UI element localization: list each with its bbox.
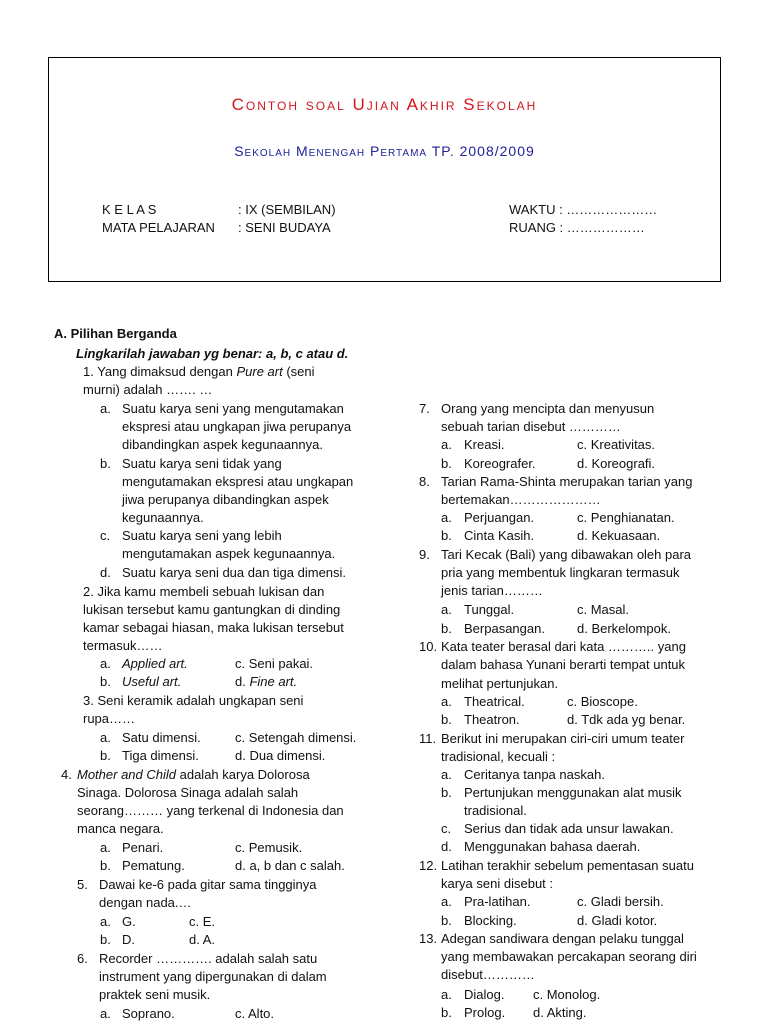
q13-option-d: d. Akting. bbox=[533, 1005, 587, 1020]
q11-option-a: Ceritanya tanpa naskah. bbox=[464, 767, 605, 782]
q12-option-b-letter: b. bbox=[441, 913, 452, 928]
q1-option-b-line-1: Suatu karya seni tidak yang bbox=[122, 456, 282, 471]
q5-option-a-letter: a. bbox=[100, 914, 111, 929]
q13-option-c: c. Monolog. bbox=[533, 987, 601, 1002]
question-10-line-1: Kata teater berasal dari kata ……….. yang bbox=[441, 639, 686, 654]
q1-option-b-line-2: mengutamakan ekspresi atau ungkapan bbox=[122, 474, 354, 489]
question-6-line-2: instrument yang dipergunakan di dalam bbox=[99, 969, 327, 984]
q6-option-a: Soprano. bbox=[122, 1006, 175, 1021]
q9-option-b: Berpasangan. bbox=[464, 621, 545, 636]
question-3-line-2: rupa…… bbox=[83, 711, 136, 726]
q11-option-c: Serius dan tidak ada unsur lawakan. bbox=[464, 821, 674, 836]
q1-option-a-line-3: dibandingkan aspek kegunaannya. bbox=[122, 437, 323, 452]
q12-option-b: Blocking. bbox=[464, 913, 517, 928]
question-12-number: 12. bbox=[419, 858, 438, 873]
q10-option-a: Theatrical. bbox=[464, 694, 525, 709]
question-1-line-2: murni) adalah ……. … bbox=[83, 382, 213, 397]
q7-option-b: Koreografer. bbox=[464, 456, 536, 471]
question-2-line-1: 2. Jika kamu membeli sebuah lukisan dan bbox=[83, 584, 325, 599]
question-9-line-1: Tari Kecak (Bali) yang dibawakan oleh para bbox=[441, 547, 692, 562]
q1-option-b-line-3: jiwa perupanya dibandingkan aspek bbox=[122, 492, 329, 507]
q10-option-b-letter: b. bbox=[441, 712, 452, 727]
question-7-line-1: Orang yang mencipta dan menyusun bbox=[441, 401, 655, 416]
q1-option-a-letter: a. bbox=[100, 401, 111, 416]
q11-option-a-letter: a. bbox=[441, 767, 452, 782]
q4-option-b: Pematung. bbox=[122, 858, 185, 873]
q9-option-a-letter: a. bbox=[441, 602, 452, 617]
question-10-number: 10. bbox=[419, 639, 438, 654]
q8-option-a: Perjuangan. bbox=[464, 510, 535, 525]
question-9-line-3: jenis tarian……… bbox=[441, 583, 543, 598]
q1-option-c-letter: c. bbox=[100, 528, 111, 543]
q9-option-d: d. Berkelompok. bbox=[577, 621, 671, 636]
question-13-line-3: disebut………… bbox=[441, 967, 535, 982]
q11-option-d-letter: d. bbox=[441, 839, 452, 854]
q4-option-d: d. a, b dan c salah. bbox=[235, 858, 345, 873]
q6-option-c: c. Alto. bbox=[235, 1006, 275, 1021]
q1-option-d-letter: d. bbox=[100, 565, 111, 580]
q4-option-a: Penari. bbox=[122, 840, 164, 855]
q5-option-b-letter: b. bbox=[100, 932, 111, 947]
q9-option-b-letter: b. bbox=[441, 621, 452, 636]
question-7-number: 7. bbox=[419, 401, 430, 416]
kelas-value: : IX (SEMBILAN) bbox=[238, 202, 336, 217]
q4-option-a-letter: a. bbox=[100, 840, 111, 855]
q13-option-a: Dialog. bbox=[464, 987, 505, 1002]
q3-option-b: Tiga dimensi. bbox=[122, 748, 199, 763]
q12-option-a: Pra-latihan. bbox=[464, 894, 531, 909]
q7-option-d: d. Koreografi. bbox=[577, 456, 656, 471]
q10-option-b: Theatron. bbox=[464, 712, 520, 727]
question-6-number: 6. bbox=[77, 951, 88, 966]
question-12-line-2: karya seni disebut : bbox=[441, 876, 554, 891]
q3-option-a-letter: a. bbox=[100, 730, 111, 745]
q3-option-b-letter: b. bbox=[100, 748, 111, 763]
question-9-number: 9. bbox=[419, 547, 430, 562]
question-4-line-2: Sinaga. Dolorosa Sinaga adalah salah bbox=[77, 785, 299, 800]
q4-option-c: c. Pemusik. bbox=[235, 840, 303, 855]
q2-option-d: d. Fine art. bbox=[235, 674, 298, 689]
question-3-line-1: 3. Seni keramik adalah ungkapan seni bbox=[83, 693, 304, 708]
ruang-field: RUANG : ……………… bbox=[509, 220, 645, 235]
q5-option-d: d. A. bbox=[189, 932, 216, 947]
question-5-number: 5. bbox=[77, 877, 88, 892]
q10-option-c: c. Bioscope. bbox=[567, 694, 638, 709]
q1-option-b-letter: b. bbox=[100, 456, 111, 471]
q7-option-a: Kreasi. bbox=[464, 437, 505, 452]
question-6-line-1: Recorder …………. adalah salah satu bbox=[99, 951, 318, 966]
q3-option-c: c. Setengah dimensi. bbox=[235, 730, 357, 745]
class-info bbox=[102, 201, 336, 237]
q13-option-b: Prolog. bbox=[464, 1005, 506, 1020]
waktu-field: WAKTU : ………………… bbox=[509, 202, 658, 217]
question-10-line-2: dalam bahasa Yunani berarti tempat untuk bbox=[441, 657, 686, 672]
q5-option-b: D. bbox=[122, 932, 135, 947]
q11-option-b-line-2: tradisional. bbox=[464, 803, 527, 818]
q11-option-b-line-1: Pertunjukan menggunakan alat musik bbox=[464, 785, 682, 800]
q13-option-b-letter: b. bbox=[441, 1005, 452, 1020]
q5-option-c: c. E. bbox=[189, 914, 216, 929]
section-heading: A. Pilihan Berganda bbox=[54, 326, 177, 341]
section-instruction: Lingkarilah jawaban yg benar: a, b, c atau d. bbox=[76, 346, 349, 361]
question-4-line-4: manca negara. bbox=[77, 821, 164, 836]
q12-option-c: c. Gladi bersih. bbox=[577, 894, 664, 909]
question-4-line-1: Mother and Child adalah karya Dolorosa bbox=[77, 767, 310, 782]
question-9-line-2: pria yang membentuk lingkaran termasuk bbox=[441, 565, 680, 580]
q1-option-a-line-1: Suatu karya seni yang mengutamakan bbox=[122, 401, 344, 416]
question-10-line-3: melihat pertunjukan. bbox=[441, 676, 559, 691]
q2-option-a-letter: a. bbox=[100, 656, 111, 671]
question-8-line-1: Tarian Rama-Shinta merupakan tarian yang bbox=[441, 474, 693, 489]
q7-option-b-letter: b. bbox=[441, 456, 452, 471]
q8-option-c: c. Penghianatan. bbox=[577, 510, 675, 525]
time-room-info bbox=[509, 201, 657, 237]
question-5-line-1: Dawai ke-6 pada gitar sama tingginya bbox=[99, 877, 317, 892]
q9-option-c: c. Masal. bbox=[577, 602, 630, 617]
q11-option-c-letter: c. bbox=[441, 821, 452, 836]
q2-option-a: Applied art. bbox=[122, 656, 188, 671]
q8-option-b: Cinta Kasih. bbox=[464, 528, 535, 543]
question-11-line-1: Berikut ini merupakan ciri-ciri umum teater bbox=[441, 731, 685, 746]
q1-option-b-line-4: kegunaannya. bbox=[122, 510, 204, 525]
question-11-number: 11. bbox=[419, 731, 437, 746]
question-13-number: 13. bbox=[419, 931, 438, 946]
q1-option-a-line-2: ekspresi atau ungkapan jiwa perupanya bbox=[122, 419, 352, 434]
page-subtitle: Sekolah Menengah Pertama TP. 2008/2009 bbox=[234, 143, 535, 159]
question-12-line-1: Latihan terakhir sebelum pementasan suatu bbox=[441, 858, 694, 873]
q4-option-b-letter: b. bbox=[100, 858, 111, 873]
question-11-line-2: tradisional, kecuali : bbox=[441, 749, 556, 764]
header-box bbox=[48, 57, 721, 282]
page-title: Contoh soal Ujian Akhir Sekolah bbox=[231, 95, 538, 114]
question-13-line-2: yang membawakan percakapan seorang diri bbox=[441, 949, 697, 964]
question-5-line-2: dengan nada.… bbox=[99, 895, 192, 910]
question-7-line-2: sebuah tarian disebut ………… bbox=[441, 419, 621, 434]
mapel-value: : SENI BUDAYA bbox=[238, 220, 331, 235]
question-6-line-3: praktek seni musik. bbox=[99, 987, 211, 1002]
q8-option-b-letter: b. bbox=[441, 528, 452, 543]
q13-option-a-letter: a. bbox=[441, 987, 452, 1002]
question-13-line-1: Adegan sandiwara dengan pelaku tunggal bbox=[441, 931, 684, 946]
mapel-label: MATA PELAJARAN bbox=[102, 220, 215, 235]
q3-option-a: Satu dimensi. bbox=[122, 730, 201, 745]
q12-option-a-letter: a. bbox=[441, 894, 452, 909]
question-1-line-1: 1. Yang dimaksud dengan Pure art (seni bbox=[83, 364, 315, 379]
q3-option-d: d. Dua dimensi. bbox=[235, 748, 326, 763]
q8-option-d: d. Kekuasaan. bbox=[577, 528, 661, 543]
question-2-line-2: lukisan tersebut kamu gantungkan di dinding bbox=[83, 602, 341, 617]
q11-option-b-letter: b. bbox=[441, 785, 452, 800]
q2-option-b-letter: b. bbox=[100, 674, 111, 689]
q1-option-c-line-1: Suatu karya seni yang lebih bbox=[122, 528, 282, 543]
q5-option-a: G. bbox=[122, 914, 136, 929]
q1-option-d-line-1: Suatu karya seni dua dan tiga dimensi. bbox=[122, 565, 347, 580]
question-8-line-2: bertemakan………………… bbox=[441, 492, 601, 507]
q12-option-d: d. Gladi kotor. bbox=[577, 913, 658, 928]
q2-option-c: c. Seni pakai. bbox=[235, 656, 314, 671]
kelas-label: K E L A S bbox=[102, 202, 157, 217]
q7-option-a-letter: a. bbox=[441, 437, 452, 452]
q9-option-a: Tunggal. bbox=[464, 602, 515, 617]
q11-option-d: Menggunakan bahasa daerah. bbox=[464, 839, 641, 854]
question-8-number: 8. bbox=[419, 474, 430, 489]
q8-option-a-letter: a. bbox=[441, 510, 452, 525]
q10-option-a-letter: a. bbox=[441, 694, 452, 709]
question-2-line-4: termasuk…… bbox=[83, 638, 163, 653]
q10-option-d: d. Tdk ada yg benar. bbox=[567, 712, 686, 727]
q6-option-a-letter: a. bbox=[100, 1006, 111, 1021]
question-4-number: 4. bbox=[61, 767, 72, 782]
q7-option-c: c. Kreativitas. bbox=[577, 437, 656, 452]
question-2-line-3: kamar sebagai hiasan, maka lukisan tersebut bbox=[83, 620, 344, 635]
q1-option-c-line-2: mengutamakan aspek kegunaannya. bbox=[122, 546, 336, 561]
q2-option-b: Useful art. bbox=[122, 674, 182, 689]
question-4-line-3: seorang……… yang terkenal di Indonesia dan bbox=[77, 803, 344, 818]
